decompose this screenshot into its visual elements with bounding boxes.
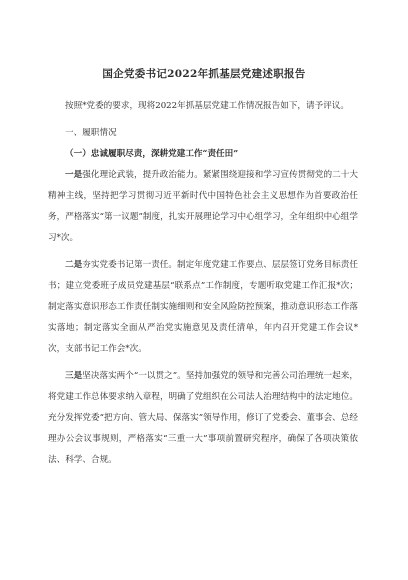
section-heading: 一、履职情况 bbox=[65, 128, 117, 138]
body-paragraph-2 bbox=[48, 255, 358, 360]
document-body bbox=[48, 96, 358, 471]
paragraph-text: 坚决落实两个“一以贯之”。坚持加强党的领导和完善公司治理统一起来，将党建工作总体要求纳入章程，明确了党组织在公司法人治理结构中的法定地位。充分发挥党委“把方向、管大局、保落实”领导作用，修订了党委会、董事会、总经理办公会议事规则，严格落实“三重一大”事项前置研究程序，确保了各项决策依法、科学、合规。 bbox=[48, 371, 358, 465]
paragraph-lead: 三是 bbox=[65, 371, 83, 381]
body-paragraph-3 bbox=[48, 366, 358, 471]
paragraph-lead: 二是 bbox=[65, 260, 83, 270]
subsection-heading: （一）忠诚履职尽责，深耕党建工作“责任田” bbox=[65, 149, 239, 159]
paragraph-text: 夯实党委书记第一责任。制定年度党建工作要点、层层签订党务目标责任书；建立党委班子成员党建基层“联系点”工作制度，专题听取党建工作汇报*次；制定落实意识形态工作责任制实施细则和安全风险防控预案，推动意识形态工作落实落地；制定落实全面从严治党实施意见及责任清单，年内召开党建工作会议*次，支部书记工作会*次。 bbox=[48, 260, 358, 354]
paragraph-lead: 一是 bbox=[65, 170, 83, 180]
body-paragraph-1 bbox=[48, 165, 358, 249]
paragraph-text: 强化理论武装，提升政治能力。紧紧围绕迎接和学习宣传贯彻党的二十大精神主线，坚持把学习贯彻习近平新时代中国特色社会主义思想作为首要政治任务，严格落实“第一议题”制度，扎实开展理论学习中心组学习，全年组织中心组学习*次。 bbox=[48, 170, 358, 243]
intro-paragraph: 按照*党委的要求，现将2022年抓基层党建工作情况报告如下，请予评议。 bbox=[65, 101, 349, 111]
document-title: 国企党委书记2022年抓基层党建述职报告 bbox=[102, 68, 306, 80]
